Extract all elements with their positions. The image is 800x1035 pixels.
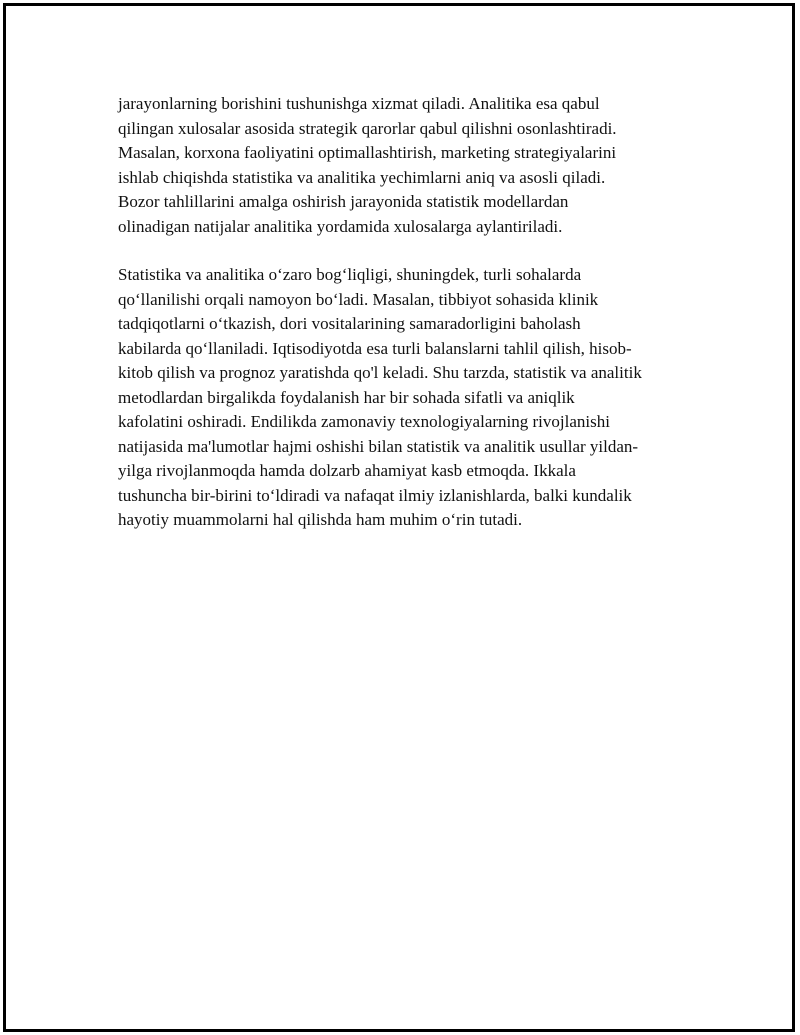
text-line: kafolatini oshiradi. Endilikda zamonaviy texnologiyalarning rivojlanishi xyxy=(118,412,610,431)
text-line: qilingan xulosalar asosida strategik qarorlar qabul qilishni osonlashtiradi. xyxy=(118,118,617,138)
text-line: hayotiy muammolarni hal qilishda ham muhim o‘rin tutadi. xyxy=(118,510,523,529)
text-line: yilga rivojlanmoqda hamda dolzarb ahamiyat kasb etmoqda. Ikkala xyxy=(118,461,576,480)
text-line: Bozor tahlillarini amalga oshirish jarayonida statistik modellardan xyxy=(118,192,569,211)
document-body xyxy=(118,92,693,533)
text-line: Masalan, korxona faoliyatini optimallashtirish, marketing strategiyalarini xyxy=(118,143,617,162)
text-line: kabilarda qo‘llaniladi. Iqtisodiyotda esa turli balanslarni tahlil qilish, hisob- xyxy=(118,338,632,358)
text-line: kitob qilish va prognoz yaratishda qo'l keladi. Shu tarzda, statistik va analitik xyxy=(118,363,642,382)
text-line: jarayonlarning borishini tushunishga xizmat qiladi. Analitika esa qabul xyxy=(118,94,600,113)
text-line: metodlardan birgalikda foydalanish har bir sohada sifatli va aniqlik xyxy=(118,387,575,407)
text-line: tushuncha bir-birini to‘ldiradi va nafaqat ilmiy izlanishlarda, balki kundalik xyxy=(118,485,632,505)
text-line: ishlab chiqishda statistika va analitika yechimlarni aniq va asosli qiladi. xyxy=(118,167,606,187)
text-line: qo‘llanilishi orqali namoyon bo‘ladi. Masalan, tibbiyot sohasida klinik xyxy=(118,289,599,309)
text-line: olinadigan natijalar analitika yordamida xulosalarga aylantiriladi. xyxy=(118,216,563,236)
paragraph-spacer xyxy=(118,239,693,263)
text-line: natijasida ma'lumotlar hajmi oshishi bilan statistik va analitik usullar yildan- xyxy=(118,436,639,456)
paragraph-2 xyxy=(118,263,693,533)
text-line: tadqiqotlarni o‘tkazish, dori vositalarining samaradorligini baholash xyxy=(118,314,581,333)
text-line: Statistika va analitika o‘zaro bog‘liqligi, shuningdek, turli sohalarda xyxy=(118,265,582,284)
paragraph-1 xyxy=(118,92,693,239)
